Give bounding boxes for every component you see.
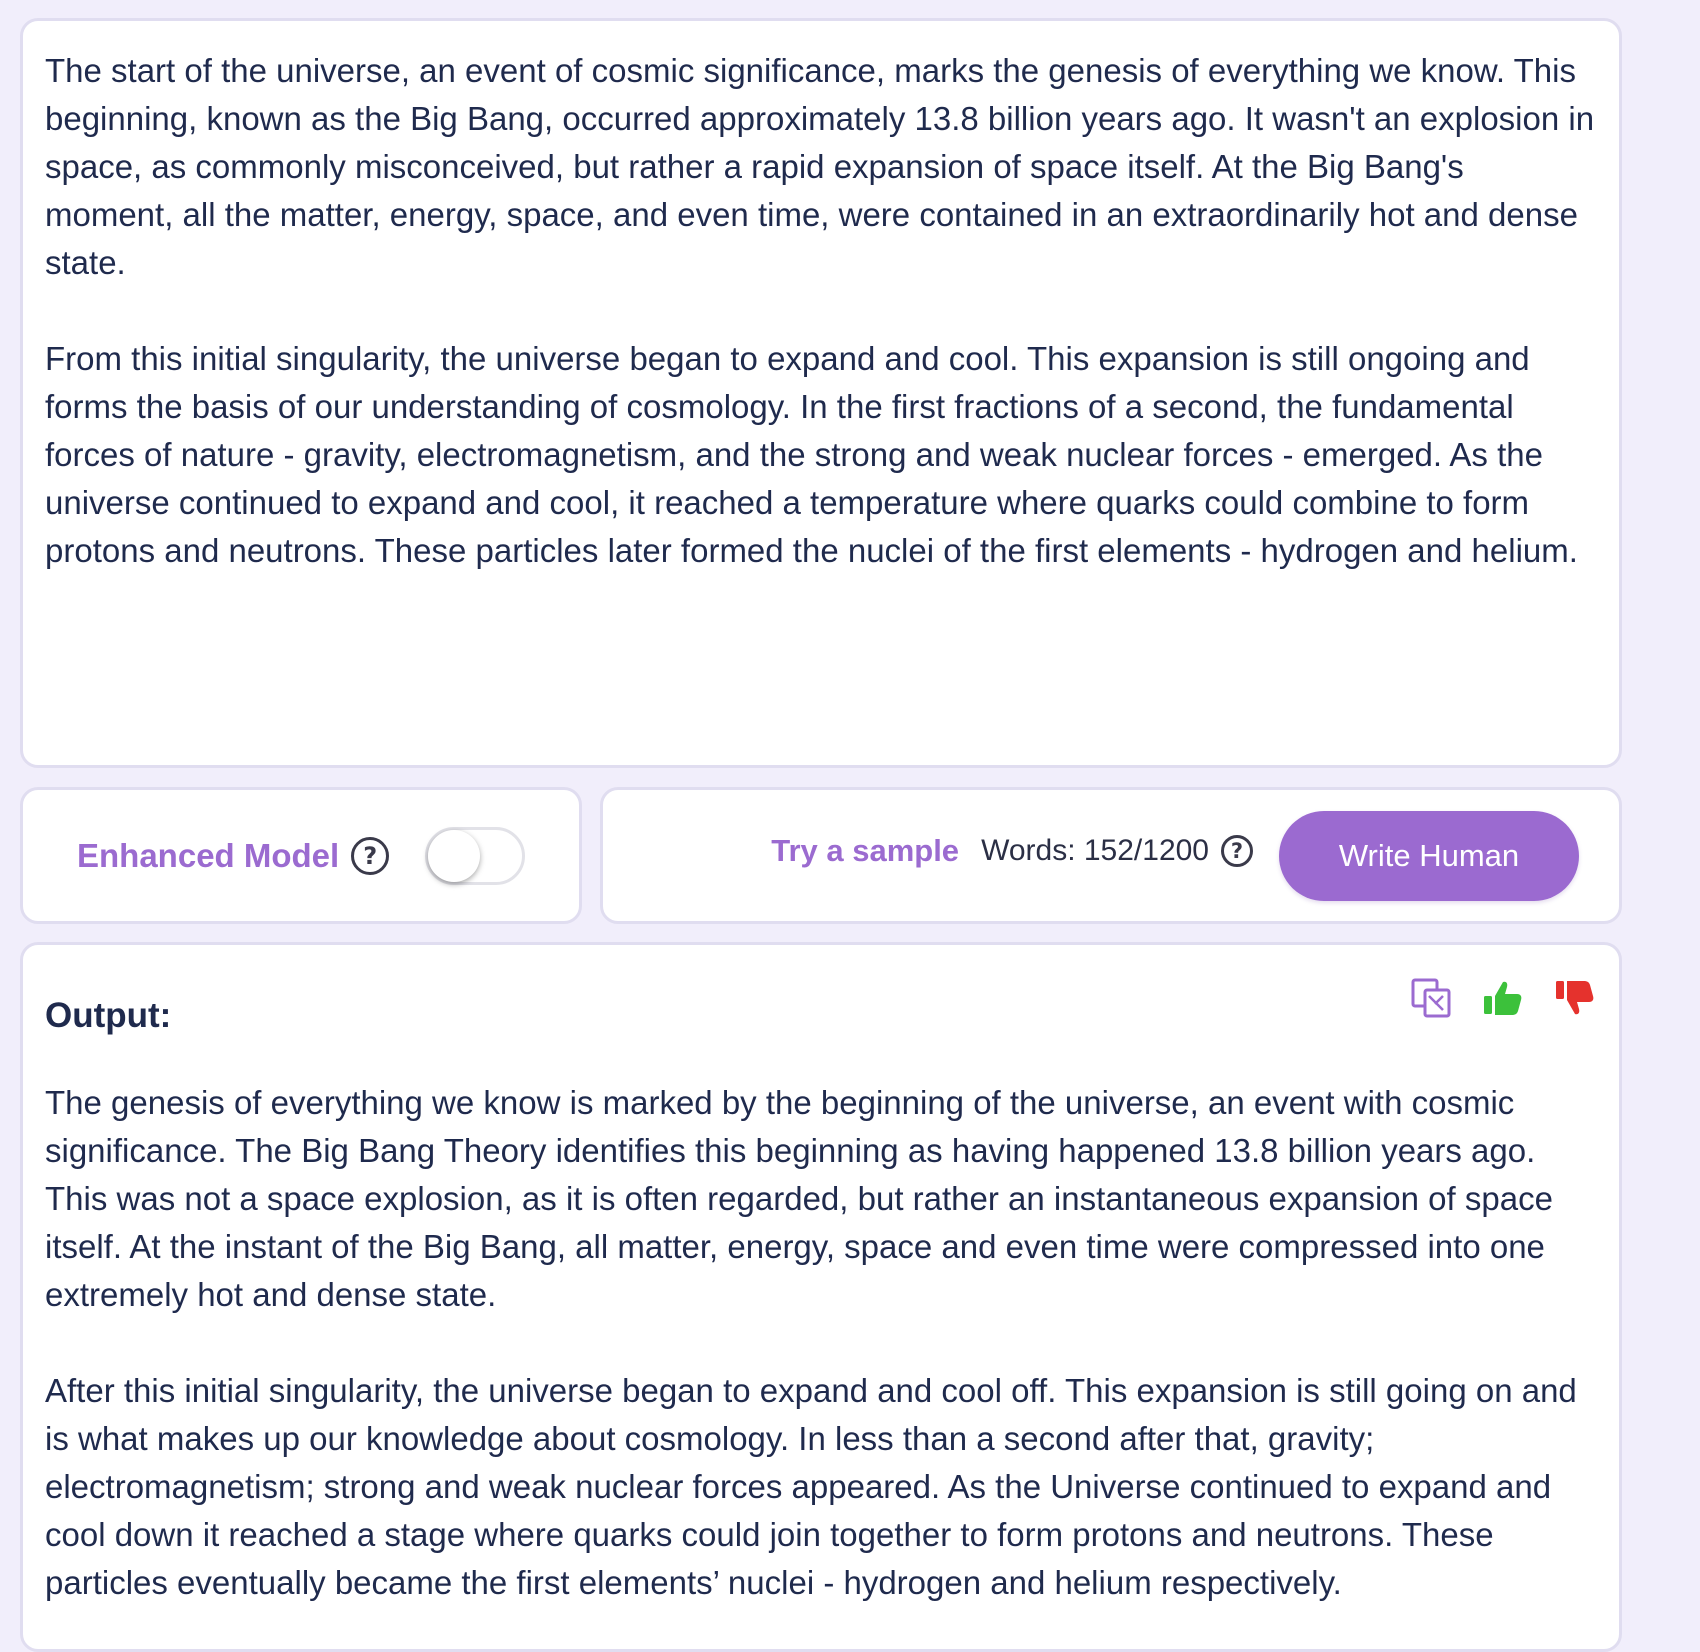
output-title: Output: — [45, 996, 172, 1035]
output-header — [45, 987, 1597, 1035]
output-panel — [20, 942, 1622, 1652]
enhanced-model-label: Enhanced Model — [77, 836, 340, 874]
input-panel — [20, 18, 1622, 768]
model-options-panel — [20, 787, 582, 924]
output-actions — [1409, 976, 1597, 1020]
output-paragraph: The genesis of everything we know is marked by the beginning of the universe, an event with cosmic significance. The Big Bang Theory identifies this beginning as having happened 13.8 billion years ago. This was not a space explosion, as it is often regarded, but rather an instantaneous expansion of space itself. At the instant of the Big Bang, all matter, energy, space and even time were compressed into one extremely hot and dense state. — [45, 1084, 1553, 1313]
output-paragraph: After this initial singularity, the universe began to expand and cool off. This expansion is still going on and is what makes up our knowledge about cosmology. In less than a second after that, gravity; electromagnetism; strong and weak nuclear forces appeared. As the Universe continued to expand and cool down it reached a stage where quarks could join together to form protons and neutrons. These particles eventually became the first elements’ nuclei - hydrogen and helium respectively. — [45, 1372, 1577, 1601]
write-human-button[interactable]: Write Human — [1279, 811, 1579, 901]
thumbs-down-icon[interactable] — [1553, 976, 1597, 1020]
word-count: Words: 152/1200 — [981, 833, 1209, 867]
enhanced-model-toggle[interactable] — [425, 827, 525, 885]
output-text — [45, 1079, 1597, 1607]
word-count-help-icon[interactable]: ? — [1221, 835, 1253, 867]
copy-icon[interactable] — [1409, 976, 1453, 1020]
actions-panel — [600, 787, 1622, 924]
enhanced-model-help-icon[interactable]: ? — [351, 837, 389, 875]
input-textarea[interactable] — [45, 47, 1597, 737]
toggle-knob — [428, 830, 480, 882]
try-sample-link[interactable]: Try a sample — [771, 832, 960, 868]
thumbs-up-icon[interactable] — [1481, 976, 1525, 1020]
